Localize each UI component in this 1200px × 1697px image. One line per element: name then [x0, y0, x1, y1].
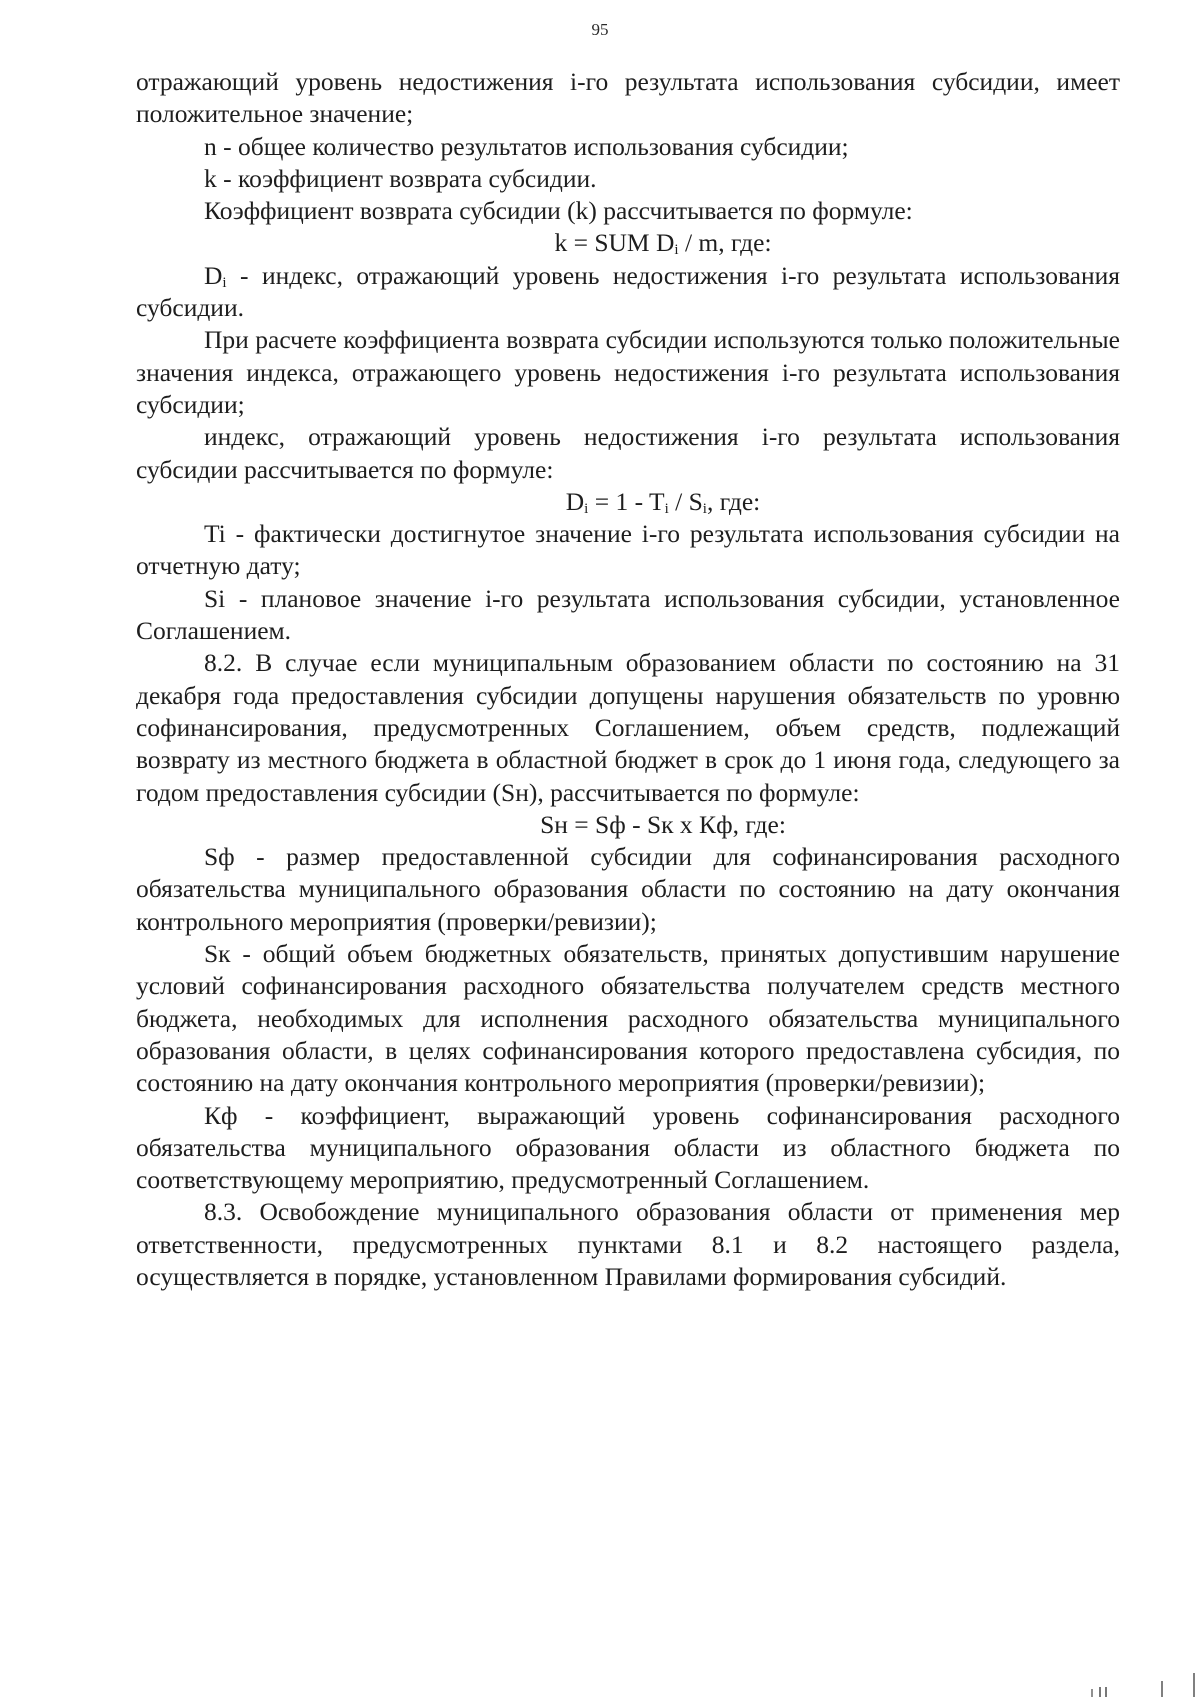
formula-di-a-sub: i — [584, 500, 589, 517]
paragraph-n-definition: n - общее количество результатов использования субсидии; — [204, 131, 849, 161]
formula-di-b-sub: i — [664, 500, 669, 517]
paragraph-section-8-3: 8.3. Освобождение муниципального образования области от применения мер ответственности, предусмотренных пунктами 8.1 и 8.2 настоящего раздела, осуществляется в порядке, установленном Правилами формирования субсидий. — [136, 1197, 1120, 1291]
formula-k — [136, 227, 1120, 259]
formula-sn: Sн = Sф - Sк х Кф, где: — [540, 809, 786, 839]
di-text: - индекс, отражающий уровень недостижения i-го результата использования субсидии. — [136, 260, 1120, 323]
paragraph-sf-definition: Sф - размер предоставленной субсидии для софинансирования расходного обязательства муниципального образования области по состоянию на дату окончания контрольного мероприятия (проверки/ревизии); — [136, 842, 1120, 936]
page-body — [136, 66, 1120, 1293]
paragraph-kf-definition: Кф - коэффициент, выражающий уровень софинансирования расходного обязательства муниципального образования области из областного бюджета по соответствующему мероприятию, предусмотренный Соглашением. — [136, 1100, 1120, 1195]
formula-k-lhs: k = SUM D — [554, 228, 675, 258]
paragraph-k-formula-intro: Коэффициент возврата субсидии (k) рассчитывается по формуле: — [204, 196, 913, 226]
paragraph-continuation: отражающий уровень недостижения i-го результата использования субсидии, имеет положительное значение; — [136, 67, 1120, 129]
paragraph-di-definition — [136, 260, 1120, 325]
di-symbol: D — [204, 260, 223, 290]
formula-di-b: = 1 - T — [588, 486, 665, 516]
paragraph-si-definition: Si - плановое значение i-го результата использования субсидии, установленное Соглашением. — [136, 583, 1120, 646]
paragraph-sk-definition: Sк - общий объем бюджетных обязательств, принятых допустившим нарушение условий софинансирования расходного обязательства получателем средств местного бюджета, необходимых для исполнения расходного обязательства муниципального образования области, в целях софинансирования которого предоставлена субсидия, по состоянию на дату окончания контрольного мероприятия (проверки/ревизии); — [136, 939, 1120, 1098]
formula-di-a: D — [565, 486, 585, 516]
di-subscript: i — [222, 274, 227, 291]
paragraph-positive-values: При расчете коэффициента возврата субсидии используются только положительные значения индекса, отражающего уровень недостижения i-го результата использования субсидии; — [136, 325, 1120, 419]
formula-di-c: / S — [668, 486, 703, 516]
page-number: 95 — [591, 20, 609, 39]
scan-edge-marks — [1030, 1667, 1200, 1697]
formula-k-rhs: / m, где: — [678, 228, 772, 258]
paragraph-index-formula-intro: индекс, отражающий уровень недостижения i-го результата использования субсидии рассчитывается по формуле: — [136, 422, 1120, 484]
formula-di-d: , где: — [706, 486, 761, 516]
paragraph-section-8-2: 8.2. В случае если муниципальным образованием области по состоянию на 31 декабря года предоставления субсидии допущены нарушения обязательств по уровню софинансирования, предусмотренных Соглашением, объем средств, подлежащий возврату из местного бюджета в областной бюджет в срок до 1 июня года, следующего за годом предоставления субсидии (Sн), рассчитывается по формуле: — [136, 648, 1120, 807]
formula-k-subscript: i — [674, 242, 679, 259]
paragraph-k-definition: k - коэффициент возврата субсидии. — [204, 163, 597, 193]
formula-di — [136, 486, 1120, 518]
formula-di-c-sub: i — [702, 500, 707, 517]
paragraph-ti-definition: Ti - фактически достигнутое значение i-го результата использования субсидии на отчетную дату; — [136, 519, 1120, 581]
